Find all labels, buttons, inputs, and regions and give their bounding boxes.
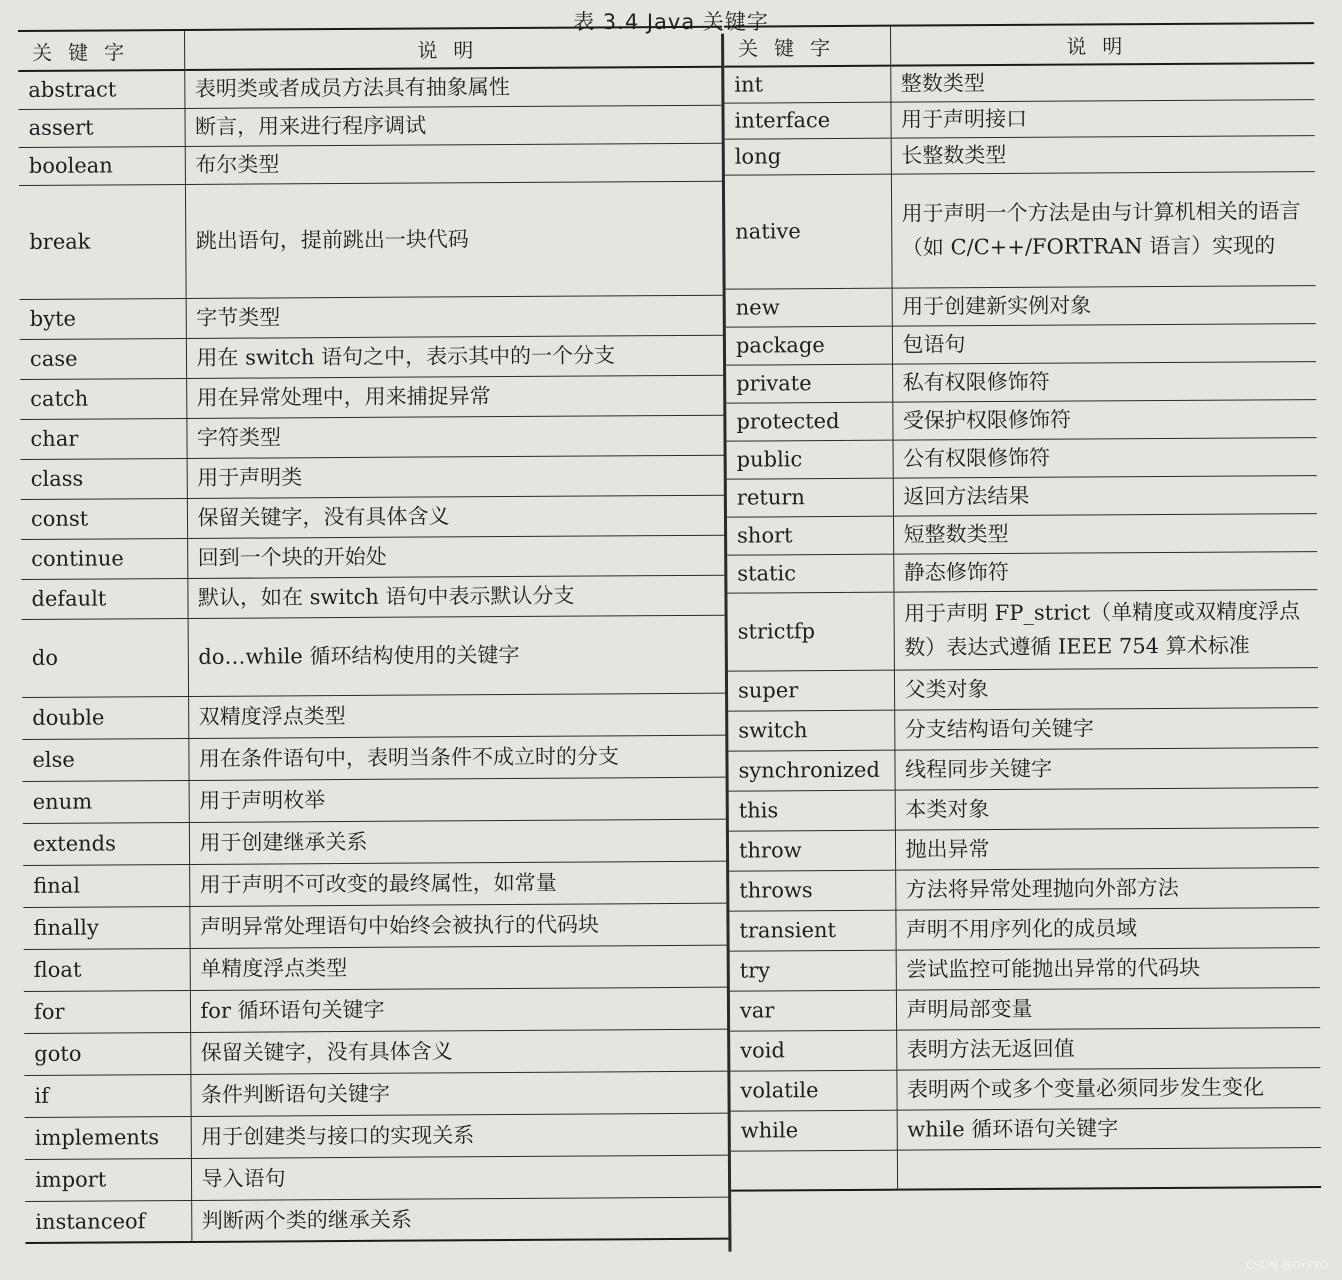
keyword-cell: byte — [20, 298, 186, 339]
keyword-cell: synchronized — [728, 750, 894, 791]
keyword-cell: default — [21, 578, 187, 619]
table-row — [726, 361, 1316, 403]
table-row — [19, 181, 724, 299]
table-row — [728, 707, 1318, 751]
keyword-cell: var — [730, 990, 896, 1031]
table-row — [20, 375, 724, 419]
table-row — [731, 1147, 1321, 1191]
keyword-cell: new — [726, 288, 892, 327]
description-cell: 判断两个类的继承关系 — [191, 1197, 729, 1242]
keyword-cell: float — [24, 948, 190, 991]
description-cell: do…while 循环结构使用的关键字 — [188, 615, 726, 696]
table-row — [727, 551, 1317, 593]
description-cell: for 循环语句关键字 — [190, 987, 728, 1032]
description-cell: 表明两个或多个变量必须同步发生变化 — [896, 1067, 1320, 1110]
table-row — [24, 1029, 728, 1075]
table-row — [23, 903, 727, 949]
table-row — [20, 335, 724, 379]
description-cell: 用于创建继承关系 — [189, 819, 727, 864]
keyword-cell: assert — [18, 108, 184, 147]
description-cell: 尝试监控可能抛出异常的代码块 — [896, 947, 1320, 990]
description-cell: 声明异常处理语句中始终会被执行的代码块 — [189, 903, 727, 948]
description-cell: 声明局部变量 — [896, 987, 1320, 1030]
table-row — [725, 171, 1316, 289]
table-row — [21, 535, 725, 579]
keyword-cell: if — [24, 1074, 190, 1117]
keyword-cell: do — [22, 618, 188, 697]
keyword-cell: continue — [21, 538, 187, 579]
keyword-cell: void — [730, 1030, 896, 1071]
description-cell: 公有权限修饰符 — [893, 437, 1317, 478]
description-cell: 双精度浮点类型 — [188, 693, 726, 738]
description-cell: 静态修饰符 — [893, 551, 1317, 592]
description-cell: 用于声明类 — [187, 455, 725, 498]
description-cell: 包语句 — [892, 323, 1316, 364]
keyword-cell: return — [727, 478, 893, 517]
keyword-cell: volatile — [730, 1070, 896, 1111]
description-cell: 抛出异常 — [895, 827, 1319, 870]
keyword-table-right — [724, 22, 1321, 1192]
table-row — [726, 399, 1316, 441]
keyword-cell: break — [19, 184, 186, 299]
description-cell: 分支结构语句关键字 — [894, 707, 1318, 750]
keyword-cell: throws — [729, 870, 895, 911]
keyword-header: 关键字 — [724, 26, 890, 67]
keyword-cell: throw — [729, 830, 895, 871]
description-cell: 导入语句 — [191, 1155, 729, 1200]
table-row — [726, 323, 1316, 365]
description-cell: 线程同步关键字 — [894, 747, 1318, 790]
keyword-cell: for — [24, 990, 190, 1033]
description-cell: 回到一个块的开始处 — [187, 535, 725, 578]
table-row — [727, 475, 1317, 517]
keyword-cell — [731, 1150, 897, 1191]
table-row — [22, 615, 726, 697]
table-row — [25, 1113, 729, 1159]
keyword-cell: package — [726, 326, 892, 365]
keyword-cell: while — [731, 1110, 897, 1151]
keyword-cell: else — [22, 738, 188, 781]
description-cell: 断言，用来进行程序调试 — [184, 105, 722, 146]
table-row — [18, 105, 722, 147]
description-cell: 用在条件语句中，表明当条件不成立时的分支 — [188, 735, 726, 780]
keyword-cell: char — [20, 418, 186, 459]
description-cell: 短整数类型 — [893, 513, 1317, 554]
keyword-header: 关键字 — [18, 30, 184, 71]
keyword-cell: interface — [724, 102, 890, 139]
table-row — [731, 1107, 1321, 1151]
description-cell: while 循环语句关键字 — [897, 1107, 1321, 1150]
description-cell: 用在异常处理中，用来捕捉异常 — [186, 375, 724, 418]
table-row — [730, 1027, 1320, 1071]
keyword-cell: finally — [23, 906, 189, 949]
table-row — [18, 67, 722, 109]
keyword-cell: int — [724, 66, 890, 103]
description-cell: 条件判断语句关键字 — [190, 1071, 728, 1116]
keyword-cell: case — [20, 338, 186, 379]
table-row — [21, 575, 725, 619]
keyword-cell: short — [727, 516, 893, 555]
watermark: CSDN @OYFYO — [1246, 1259, 1328, 1272]
table-row — [730, 987, 1320, 1031]
table-row — [22, 693, 726, 739]
keyword-cell: abstract — [18, 70, 184, 109]
description-cell: 用在 switch 语句之中，表示其中的一个分支 — [186, 335, 724, 378]
table-row — [24, 1071, 728, 1117]
keyword-table-left — [18, 26, 729, 1244]
description-cell: 声明不用序列化的成员域 — [895, 907, 1319, 950]
table-row — [21, 495, 725, 539]
table-row — [724, 63, 1314, 103]
description-cell: 受保护权限修饰符 — [892, 399, 1316, 440]
description-cell: 用于声明枚举 — [189, 777, 727, 822]
table-row — [19, 143, 723, 185]
keyword-cell: public — [727, 440, 893, 479]
description-cell: 返回方法结果 — [893, 475, 1317, 516]
table-row — [729, 867, 1319, 911]
description-cell: 用于创建类与接口的实现关系 — [191, 1113, 729, 1158]
description-cell: 表明类或者成员方法具有抽象属性 — [184, 67, 722, 108]
keyword-cell: instanceof — [25, 1200, 191, 1243]
description-cell: 用于创建新实例对象 — [892, 285, 1316, 326]
description-cell — [897, 1147, 1321, 1190]
description-cell: 字符类型 — [186, 415, 724, 458]
description-cell: 用于声明一个方法是由与计算机相关的语言（如 C/C++/FORTRAN 语言）实现的 — [891, 171, 1316, 288]
keyword-cell: const — [21, 498, 187, 539]
header-row — [724, 23, 1314, 67]
table-row — [20, 295, 724, 339]
description-cell: 私有权限修饰符 — [892, 361, 1316, 402]
table-row — [21, 455, 725, 499]
keyword-cell: private — [726, 364, 892, 403]
table-row — [23, 777, 727, 823]
table-row — [725, 135, 1315, 175]
keyword-cell: class — [21, 458, 187, 499]
keyword-cell: protected — [726, 402, 892, 441]
keyword-cell: strictfp — [727, 592, 893, 671]
table-row — [730, 1067, 1320, 1111]
keyword-cell: import — [25, 1158, 191, 1201]
table-row — [23, 819, 727, 865]
keyword-cell: native — [725, 174, 892, 289]
keyword-cell: double — [22, 696, 188, 739]
description-cell: 用于声明 FP_strict（单精度或双精度浮点数）表达式遵循 IEEE 754 算术标准 — [893, 589, 1317, 670]
keyword-table — [18, 22, 1321, 1256]
keyword-cell: extends — [23, 822, 189, 865]
keyword-cell: this — [729, 790, 895, 831]
keyword-cell: try — [730, 950, 896, 991]
keyword-cell: long — [725, 138, 891, 175]
description-cell: 用于声明不可改变的最终属性，如常量 — [189, 861, 727, 906]
table-row — [23, 861, 727, 907]
table-row — [727, 589, 1317, 671]
table-row — [729, 827, 1319, 871]
header-row — [18, 27, 722, 71]
description-cell: 保留关键字，没有具体含义 — [190, 1029, 728, 1074]
table-row — [20, 415, 724, 459]
keyword-cell: boolean — [19, 146, 185, 185]
table-row — [25, 1197, 729, 1243]
keyword-cell: transient — [729, 910, 895, 951]
description-cell: 长整数类型 — [891, 135, 1315, 174]
description-cell: 方法将异常处理抛向外部方法 — [895, 867, 1319, 910]
table-row — [726, 285, 1316, 327]
description-header: 说明 — [890, 23, 1314, 66]
table-row — [729, 787, 1319, 831]
description-header: 说明 — [184, 27, 722, 70]
table-row — [25, 1155, 729, 1201]
table-row — [727, 437, 1317, 479]
table-caption: 表 3.4 Java 关键字 — [573, 10, 769, 34]
description-cell: 用于声明接口 — [890, 99, 1314, 138]
description-cell: 整数类型 — [890, 63, 1314, 102]
keyword-cell: switch — [728, 710, 894, 751]
description-cell: 父类对象 — [894, 667, 1318, 710]
table-row — [24, 945, 728, 991]
table-row — [24, 987, 728, 1033]
description-cell: 字节类型 — [186, 295, 724, 338]
keyword-cell: implements — [25, 1116, 191, 1159]
description-cell: 保留关键字，没有具体含义 — [187, 495, 725, 538]
description-cell: 表明方法无返回值 — [896, 1027, 1320, 1070]
keyword-cell: static — [727, 554, 893, 593]
table-row — [728, 667, 1318, 711]
description-cell: 单精度浮点类型 — [190, 945, 728, 990]
keyword-cell: catch — [20, 378, 186, 419]
keyword-cell: final — [23, 864, 189, 907]
table-row — [730, 947, 1320, 991]
keyword-cell: super — [728, 670, 894, 711]
description-cell: 布尔类型 — [185, 143, 723, 184]
description-cell: 跳出语句，提前跳出一块代码 — [185, 181, 724, 298]
table-row — [727, 513, 1317, 555]
table-row — [728, 747, 1318, 791]
description-cell: 本类对象 — [895, 787, 1319, 830]
table-row — [724, 99, 1314, 139]
table-row — [22, 735, 726, 781]
keyword-cell: goto — [24, 1032, 190, 1075]
description-cell: 默认，如在 switch 语句中表示默认分支 — [187, 575, 725, 618]
keyword-cell: enum — [23, 780, 189, 823]
table-row — [729, 907, 1319, 951]
